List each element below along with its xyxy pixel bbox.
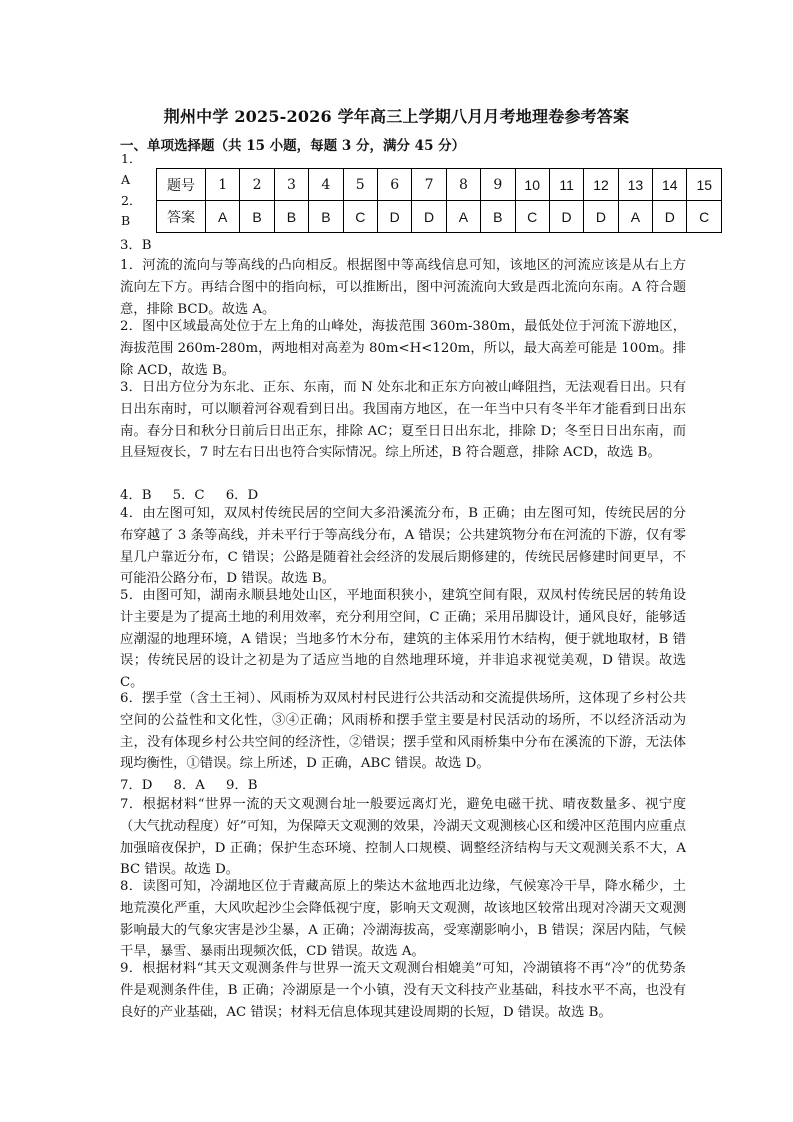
answer-cell: D (549, 201, 583, 233)
question-number: 4 (309, 169, 343, 201)
question-number: 8 (446, 169, 480, 201)
answer-cell: D (412, 201, 446, 233)
page-title: 荆州中学 2025-2026 学年高三上学期八月月考地理卷参考答案 (163, 107, 630, 126)
answer-cell: D (653, 201, 687, 233)
explanation-9: 9．根据材料“其天文观测条件与世界一流天文观测台相媲美”可知，冷湖镇将不再“冷”的优势条件是观测条件佳，B 正确；冷湖原是一个小镇，没有天文科技产业基础，科技水平不高，也没有良好的产业基础，AC 错误；材料无信息体现其建设周期的长短，D 错误。故选 B。 (120, 961, 686, 1020)
explanation-8: 8．读图可知，冷湖地区位于青藏高原上的柴达木盆地西北边缘，气候寒冷干旱，降水稀少，土地荒漠化严重，大风吹起沙尘会降低视宁度，影响天文观测，故该地区较常出现对冷湖天文观测影响最大的气象灾害是沙尘暴，A 正确；冷湖海拔高，受寒潮影响小，B 错误；深居内陆，气候干旱，暴雪、暴雨出现频次低，CD 错误。故选 A。 (120, 879, 686, 960)
side-label-1: 1． (121, 151, 142, 166)
answer-cell: D (584, 201, 618, 233)
question-number: 7 (412, 169, 446, 201)
answer-cell: C (515, 201, 549, 233)
table-row-answers (157, 201, 722, 233)
question-number: 10 (515, 169, 549, 201)
answer-cell: B (481, 201, 515, 233)
side-label-b: B (121, 213, 131, 228)
section-heading: 一、单项选择题（共 15 小题，每题 3 分，满分 45 分） (120, 138, 466, 154)
question-number: 13 (618, 169, 652, 201)
answer-cell: B (240, 201, 274, 233)
answer-cell: D (377, 201, 411, 233)
answer-cell: B (274, 201, 308, 233)
question-number: 14 (653, 169, 687, 201)
answer-cell: A (446, 201, 480, 233)
explanation-1: 1．河流的流向与等高线的凸向相反。根据图中等高线信息可知，该地区的河流应该是从右上方流向左下方。再结合图中的指向标，可以推断出，图中河流流向大致是西北流向东南。A 符合题意，排除 BCD。故选 A。 (120, 258, 686, 317)
side-label-a: A (121, 172, 131, 187)
row-label-number: 题号 (157, 169, 206, 201)
explanation-7: 7．根据材料“世界一流的天文观测台址一般要远离灯光，避免电磁干扰、晴夜数量多、视宁度（大气扰动程度）好”可知，为保障天文观测的效果，冷湖天文观测核心区和缓冲区范围内应重点加强暗夜保护，D 正确；保护生态环境、控制人口规模、调整经济结构与天文观测关系不大，ABC 错误。故选 D。 (120, 797, 686, 878)
side-label-2: 2． (121, 193, 142, 208)
answer-table (156, 168, 722, 233)
question-number: 5 (343, 169, 377, 201)
answer-line-3: 3．B (120, 238, 152, 253)
row-label-answer: 答案 (157, 201, 206, 233)
question-number: 15 (687, 169, 722, 201)
explanation-2: 2．图中区域最高处位于左上角的山峰处，海拔范围 360m-380m，最低处位于河流下游地区，海拔范围 260m-280m，两地相对高差为 80m<H<120m，所以，最大高差可能是 100m。排除 ACD，故选 B。 (120, 319, 686, 378)
answer-cell: B (309, 201, 343, 233)
table-row-numbers (157, 169, 722, 201)
answer-cell: A (618, 201, 652, 233)
question-number: 3 (274, 169, 308, 201)
question-number: 9 (481, 169, 515, 201)
question-number: 12 (584, 169, 618, 201)
explanation-5: 5．由图可知，湖南永顺县地处山区，平地面积狭小，建筑空间有限，双凤村传统民居的转角设计主要是为了提高土地的利用效率，充分利用空间，C 正确；采用吊脚设计，通风良好，能够适应潮湿的地理环境，A 错误；当地多竹木分布，建筑的主体采用竹木结构，便于就地取材，B 错误；传统民居的设计之初是为了适应当地的自然地理环境，并非追求视觉美观，D 错误。故选 C。 (120, 588, 686, 691)
answer-cell: C (687, 201, 722, 233)
question-number: 1 (206, 169, 240, 201)
answer-line-7-9: 7．D 8．A 9．B (120, 778, 258, 793)
question-number: 2 (240, 169, 274, 201)
answer-cell: A (206, 201, 240, 233)
question-number: 6 (377, 169, 411, 201)
explanation-4: 4．由左图可知，双凤村传统民居的空间大多沿溪流分布，B 正确；由左图可知，传统民居的分布穿越了 3 条等高线，并未平行于等高线分布，A 错误；公共建筑物分布在河流的下游，仅有零星几户靠近分布，C 错误；公路是随着社会经济的发展后期修建的，传统民居修建时间更早，不可能沿公路分布，D 错误。故选 B。 (120, 506, 686, 587)
answer-line-4-6: 4．B 5．C 6．D (120, 488, 259, 503)
question-number: 11 (549, 169, 583, 201)
explanation-6: 6．摆手堂（含土王祠）、风雨桥为双凤村村民进行公共活动和交流提供场所，这体现了乡村公共空间的公益性和文化性，③④正确；风雨桥和摆手堂主要是村民活动的场所，不以经济活动为主，没有体现乡村公共空间的经济性，②错误；摆手堂和风雨桥集中分布在溪流的下游，无法体现均衡性，①错误。综上所述，D 正确，ABC 错误。故选 D。 (120, 691, 686, 772)
explanation-3: 3．日出方位分为东北、正东、东南，而 N 处东北和正东方向被山峰阻挡，无法观看日出。只有日出东南时，可以顺着河谷观看到日出。我国南方地区，在一年当中只有冬半年才能看到日出东南。春分日和秋分日前后日出正东，排除 AC；夏至日日出东北，排除 D；冬至日日出东南，而且昼短夜长，7 时左右日出也符合实际情况。综上所述，B 符合题意，排除 ACD，故选 B。 (120, 380, 686, 461)
answer-cell: C (343, 201, 377, 233)
